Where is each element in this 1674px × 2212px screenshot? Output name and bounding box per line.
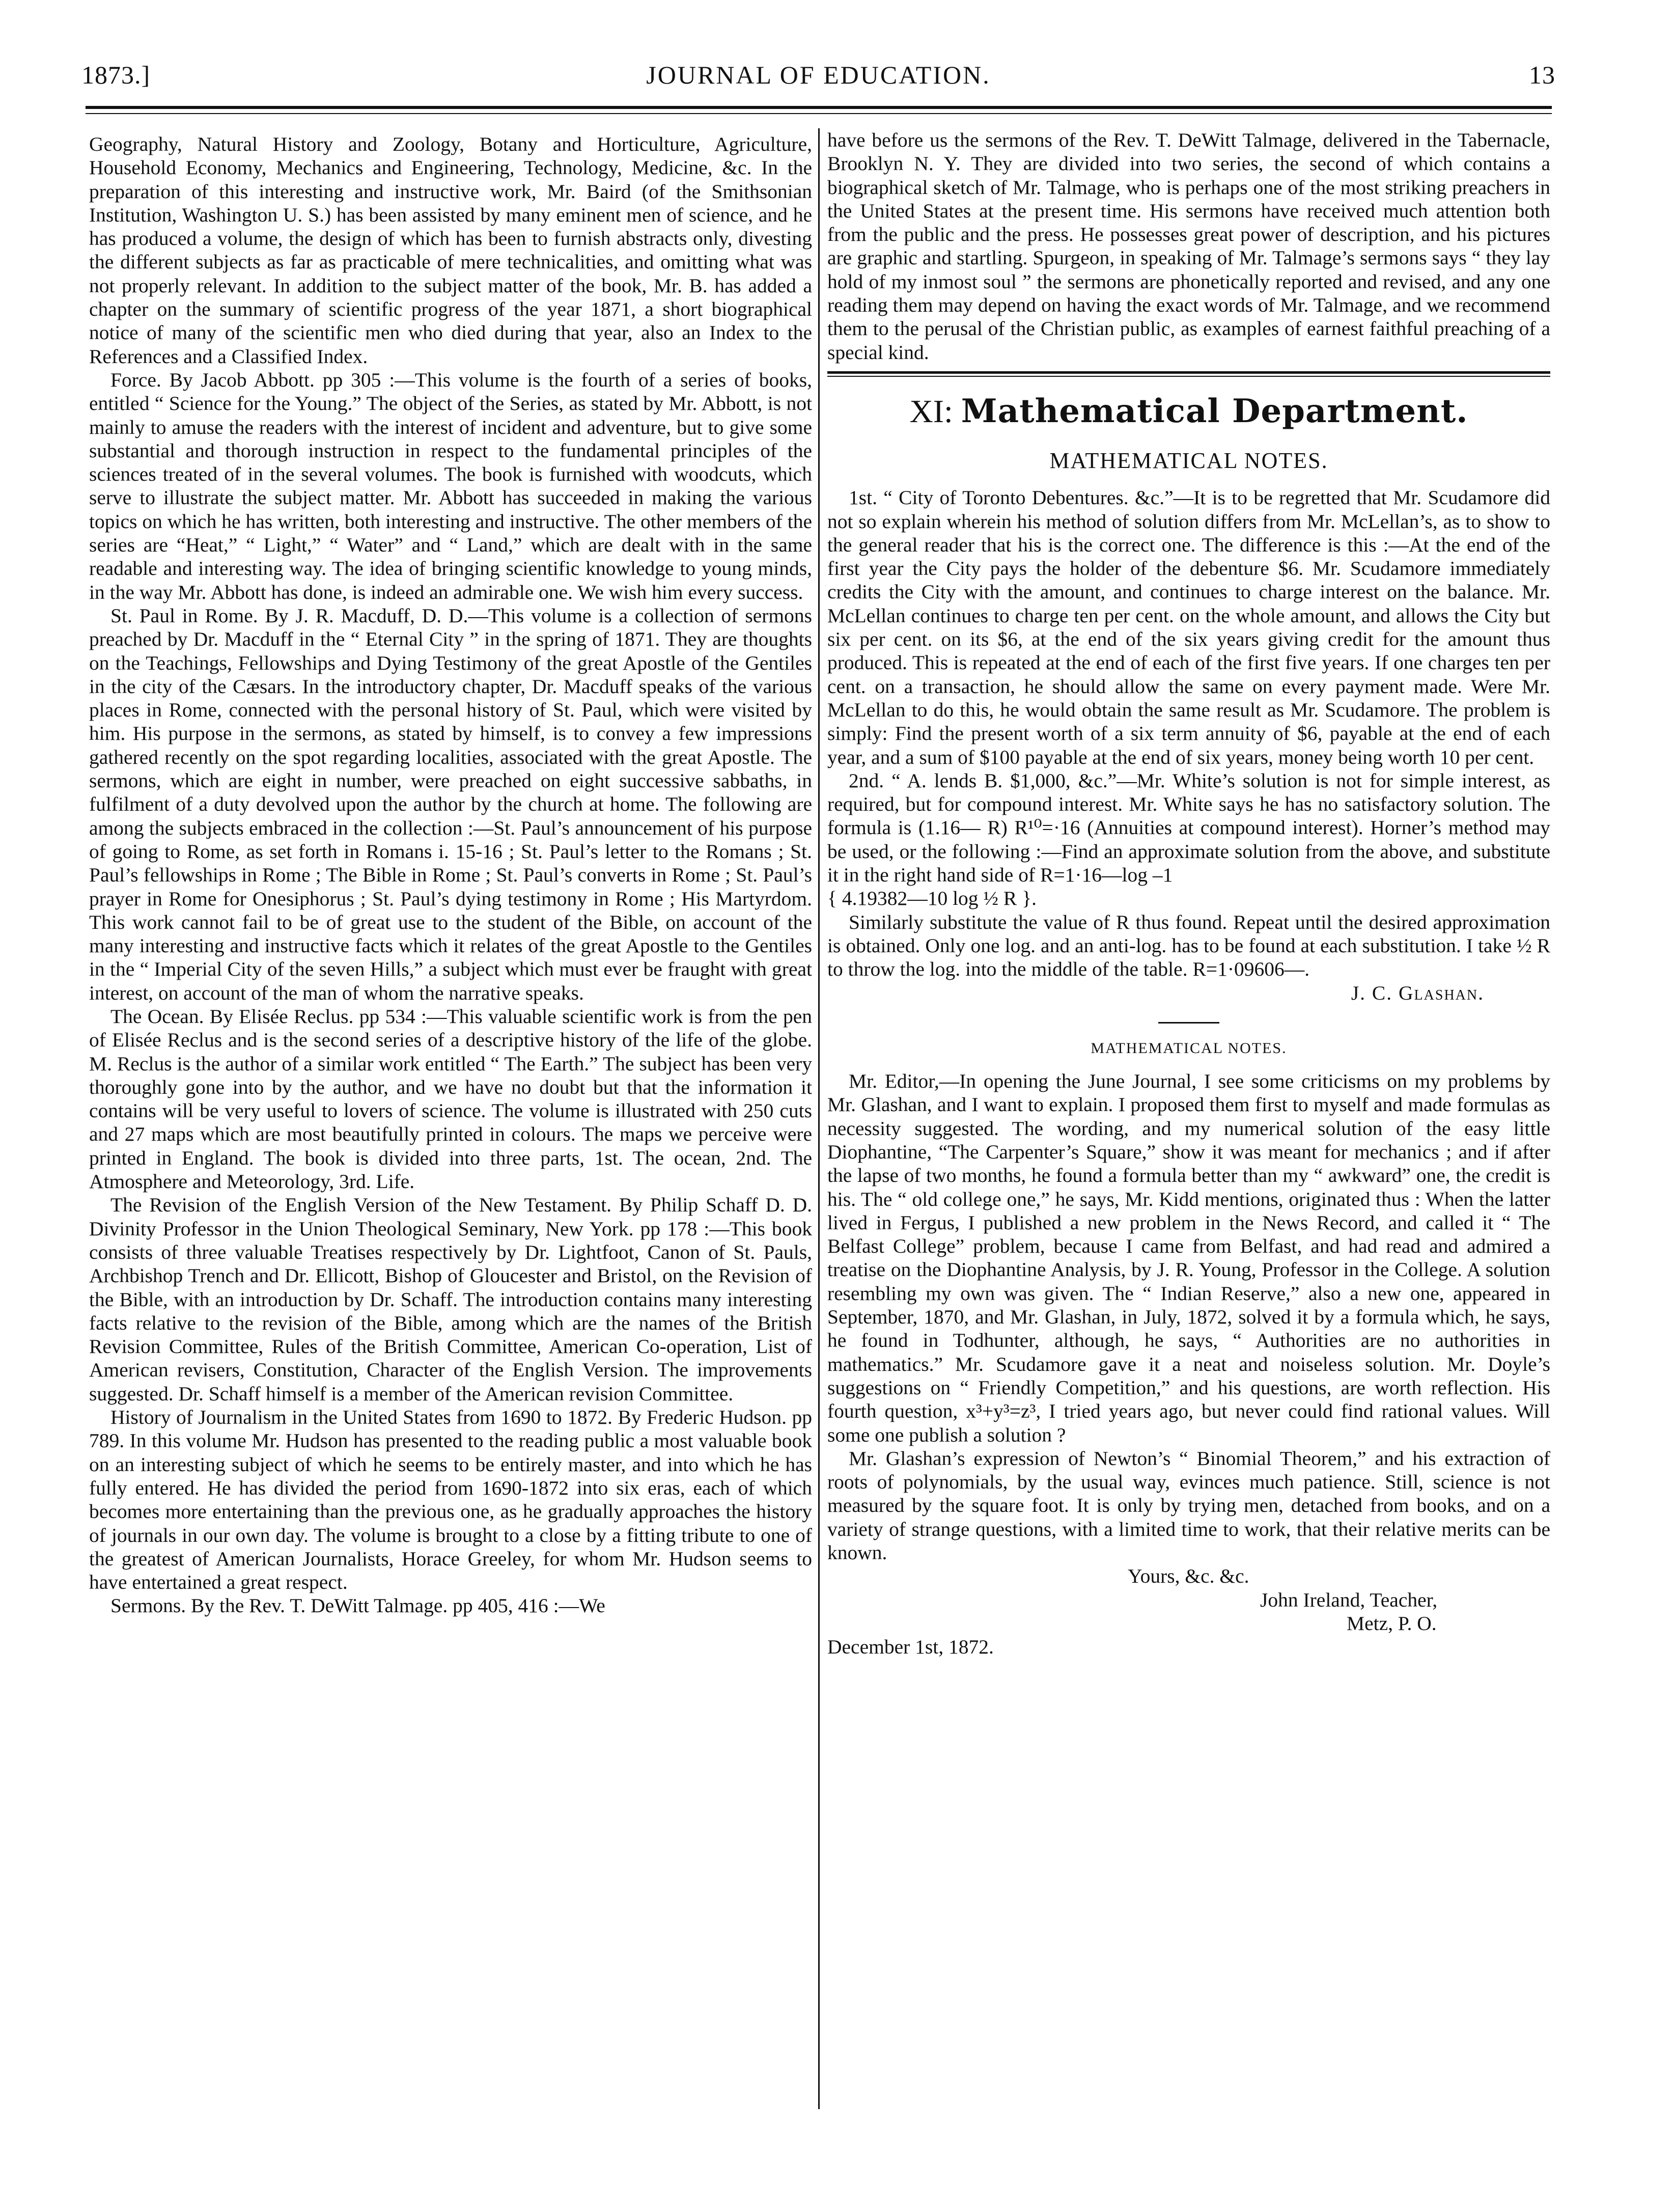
section-number: XI: bbox=[909, 393, 953, 429]
review-st-paul: St. Paul in Rome. By J. R. Macduff, D. D.—This volume is a collection of sermons preached by Dr. Macduff in the “ Eternal City ” in the spring of 1871. They are thoughts on the Teachings, Fellowships and Dying Testimony of the great Apostle of the Gentiles in the city of the Cæsars. In the introductory chapter, Dr. Macduff speaks of the various places in Rome, connected with the personal history of St. Paul, which were visited by him. His purpose in the sermons, as stated by himself, is to convey a few impressions gathered recently on the spot regarding localities, associated with the great Apostle. The sermons, which are eight in number, were preached on eight successive sabbaths, in fulfilment of a duty devolved upon the author by the church at home. The following are among the subjects embraced in the collection :—St. Paul’s announcement of his purpose of going to Rome, as set forth in Romans i. 15-16 ; St. Paul’s letter to the Romans ; St. Paul’s fellowships in Rome ; The Bible in Rome ; St. Paul’s converts in Rome ; St. Paul’s prayer in Rome for Onesiphorus ; St. Paul’s dying testimony in Rome ; His Martyrdom. This work cannot fail to be of great use to the student of the Bible, on account of the many interesting and instructive facts which it relates of the great Apostle to the Gentiles in the “ Imperial City of the seven Hills,” a subject which must ever be fraught with great interest, on account of the man of whom the narrative speaks. bbox=[89, 604, 812, 1004]
signature-glashan: J. C. Glashan. bbox=[1351, 981, 1484, 1004]
letter-date: December 1st, 1872. bbox=[827, 1636, 994, 1658]
review-the-ocean: The Ocean. By Elisée Reclus. pp 534 :—This valuable scientific work is from the pen of Elisée Reclus and is the second series of a descriptive history of the life of the globe. M. Reclus is the author of a similar work entitled “ The Earth.” The subject has been very thoroughly gone into by the author, and we have no doubt but that the information it contains will be very useful to lovers of science. The volume is illustrated with 250 cuts and 27 maps which are most beautifully printed in colours. The maps we perceive were printed in England. The book is divided into three parts, 1st. The ocean, 2nd. The Atmosphere and Meteorology, 3rd. Life. bbox=[89, 1005, 812, 1193]
letter-author: John Ireland, Teacher, bbox=[1260, 1588, 1438, 1611]
running-header bbox=[81, 60, 1555, 96]
letter-paragraph-2: Mr. Glashan’s expression of Newton’s “ Binomial Theorem,” and his extraction of roots of polynomials, by the usual way, evinces much patience. Still, science is not measured by the square foot. It is only by trying men, detached from books, and on a variety of strange questions, with a limited time to work, that their relative merits can be known. bbox=[827, 1447, 1550, 1564]
notes-heading-2: MATHEMATICAL NOTES. bbox=[1091, 1039, 1287, 1057]
formula: { 4.19382—10 log ½ R }. bbox=[827, 887, 1037, 910]
review-force: Force. By Jacob Abbott. pp 305 :—This volume is the fourth of a series of books, entitled “ Science for the Young.” The object of the Series, as stated by Mr. Abbott, is not mainly to amuse the readers with the interest of incident and adventure, but to give some substantial and thorough instruction in respect to the fundamental principles of the sciences treated of in the several volumes. The book is furnished with woodcuts, which serve to illustrate the subject matter. Mr. Abbott has succeeded in making the various topics on which he has written, both interesting and instructive. The other members of the series are “Heat,” “ Light,” “ Water” and “ Land,” which are dealt with in the same readable and interesting way. The idea of bringing scientific knowledge to young minds, in the way Mr. Abbott has done, is indeed an admirable one. We wish him every success. bbox=[89, 368, 812, 603]
section-heading bbox=[827, 391, 1550, 432]
letter-paragraph-1: Mr. Editor,—In opening the June Journal, I see some criticisms on my problems by Mr. Glashan, and I want to explain. I proposed them first to myself and made formulas as necessity suggested. The wording, and my numerical solution of the easy little Diophantine, “The Carpenter’s Square,” show it was meant for mechanics ; and if after the lapse of two months, he found a formula better than my “ awkward” one, the credit is his. The “ old college one,” he says, Mr. Kidd mentions, originated thus : When the latter lived in Fergus, I published a new problem in the News Record, and called it “ The Belfast College” problem, because I came from Belfast, and had read and admired a treatise on the Diophantine Analysis, by J. R. Young, Professor in the College. A solution resembling my own was given. The “ Indian Reserve,” also a new one, appeared in September, 1870, and Mr. Glashan, in July, 1872, solved it by a formula which, he says, he found in Todhunter, although, he says, “ Authorities are no authorities in mathematics.” Mr. Scudamore gave it a neat and noiseless solution. Mr. Doyle’s suggestions on “ Friendly Competition,” and his questions, are worth reflection. His fourth question, x³+y³=z³, I tried years ago, but never could find rational values. Will some one publish a solution ? bbox=[827, 1070, 1550, 1446]
header-rule-thin bbox=[86, 113, 1552, 114]
header-year: 1873.] bbox=[81, 61, 151, 89]
section-rule-thin bbox=[827, 376, 1550, 377]
page-number: 13 bbox=[1529, 61, 1555, 89]
section-rule-thick bbox=[827, 371, 1550, 374]
review-sermons: Sermons. By the Rev. T. DeWitt Talmage. pp 405, 416 :—We bbox=[110, 1594, 605, 1617]
short-divider bbox=[1158, 1022, 1219, 1024]
letter-place: Metz, P. O. bbox=[1347, 1612, 1437, 1635]
review-paragraph: Geography, Natural History and Zoology, Botany and Horticulture, Agriculture, Household Economy, Mechanics and Engineering, Technology, Medicine, &c. In the preparation of this interesting and instructive work, Mr. Baird (of the Smithsonian Institution, Washington U. S.) has been assisted by many eminent men of science, and he has produced a volume, the design of which has been to furnish abstracts only, divesting the different subjects as far as practicable of mere technicalities, and omitting what was not properly relevant. In addition to the subject matter of the book, Mr. B. has added a chapter on the summary of scientific progress of the year 1871, a short biographical notice of many of the scientific men who died during that year, also an Index to the References and a Classified Index. bbox=[89, 133, 812, 368]
letter-closing: Yours, &c. &c. bbox=[1128, 1565, 1249, 1588]
header-rule-thick bbox=[86, 106, 1552, 109]
math-note-1: 1st. “ City of Toronto Debentures. &c.”—It is to be regretted that Mr. Scudamore did not so explain wherein his method of solution differs from Mr. McLellan’s, as to show to the general reader that his is the correct one. The difference is this :—At the end of the first year the City pays the holder of the debenture $6. Mr. Scudamore immediately credits the City with the amount, and continues to charge interest on the balance. Mr. McLellan continues to charge ten per cent. on the whole amount, and allows the City but six per cent. on its $6, at the end of the six years giving credit for the amount thus produced. This is repeated at the end of each of the first five years. If one charges ten per cent. on a transaction, he should allow the same on every payment made. Were Mr. McLellan to do this, he would obtain the same result as Mr. Scudamore. The problem is simply: Find the present worth of a six term annuity of $6, payable at the end of each year, and a sum of $100 payable at the end of six years, money being worth 10 per cent. bbox=[827, 486, 1550, 768]
left-column bbox=[89, 132, 812, 1618]
math-note-2: 2nd. “ A. lends B. $1,000, &c.”—Mr. White’s solution is not for simple interest, as required, but for compound interest. Mr. White says he has no satisfactory solution. The formula is (1.16— R) R¹⁰=·16 (Annuities at compound interest). Horner’s method may be used, or the following :—Find an approximate solution from the above, and substitute it in the right hand side of R=1·16—log –1 bbox=[827, 769, 1550, 887]
math-note-2-continued: Similarly substitute the value of R thus found. Repeat until the desired approximation is obtained. Only one log. and an anti-log. has to be found at each substitution. I take ½ R to throw the log. into the middle of the table. R=1·09606—. bbox=[827, 910, 1550, 981]
notes-heading: MATHEMATICAL NOTES. bbox=[1049, 448, 1328, 473]
section-title: Mathematical Department. bbox=[961, 392, 1468, 430]
review-revision: The Revision of the English Version of the New Testament. By Philip Schaff D. D. Divinity Professor in the Union Theological Seminary, New York. pp 178 :—This book consists of three valuable Treatises respectively by Dr. Lightfoot, Canon of St. Pauls, Archbishop Trench and Dr. Ellicott, Bishop of Gloucester and Bristol, on the Revision of the Bible, with an introduction by Dr. Schaff. The introduction contains many interesting facts relative to the revision of the Bible, among which are the names of the British Revision Committee, Rules of the British Committee, American Co-operation, List of American revisers, Constitution, Character of the English Version. The improvements suggested. Dr. Schaff himself is a member of the American revision Committee. bbox=[89, 1194, 812, 1405]
review-journalism: History of Journalism in the United States from 1690 to 1872. By Frederic Hudson. pp 789. In this volume Mr. Hudson has presented to the reading public a most valuable book on an interesting subject of which he seems to be entirely master, and into which he has fully entered. He has divided the period from 1690-1872 into six eras, each of which becomes more entertaining than the previous one, as he gradually approaches the history of journals in our own day. The volume is brought to a close by a fitting tribute to one of the greatest of American Journalists, Horace Greeley, for whom Mr. Hudson seems to have entertained a great respect. bbox=[89, 1406, 812, 1594]
right-column bbox=[827, 128, 1550, 1659]
column-divider bbox=[818, 128, 820, 2109]
sermons-continuation: have before us the sermons of the Rev. T. DeWitt Talmage, delivered in the Tabernacle, Brooklyn N. Y. They are divided into two series, the second of which contains a biographical sketch of Mr. Talmage, who is perhaps one of the most striking preachers in the United States at the present time. His sermons have received much attention both from the public and the press. He possesses great power of description, and his pictures are graphic and startling. Spurgeon, in speaking of Mr. Talmage’s sermons says “ they lay hold of my inmost soul ” the sermons are phonetically reported and revised, and any one reading them may depend on having the exact words of Mr. Talmage, and we recommend them to the perusal of the Christian public, as examples of earnest faithful preaching of a special kind. bbox=[827, 129, 1550, 364]
journal-title: JOURNAL OF EDUCATION. bbox=[646, 61, 991, 89]
